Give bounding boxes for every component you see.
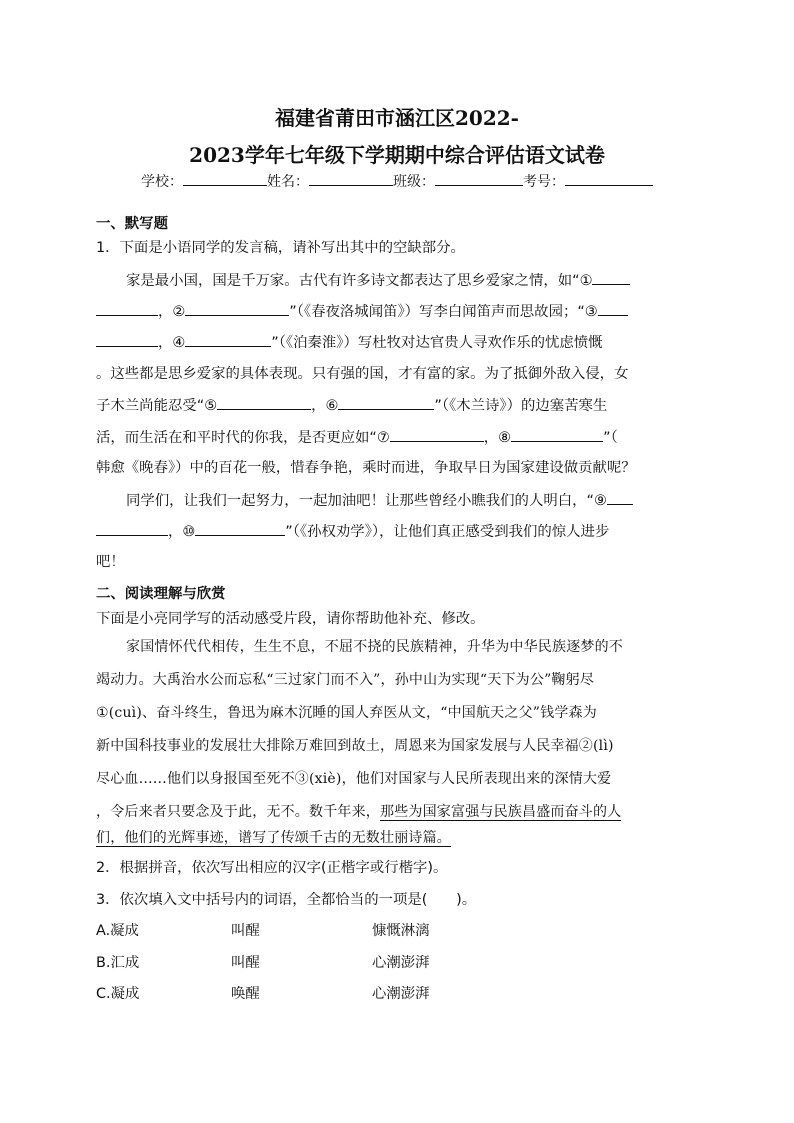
exam-number-field[interactable] bbox=[565, 171, 653, 186]
question-2-prompt: 2．根据拼音，依次写出相应的汉字(正楷字或行楷字)。 bbox=[96, 860, 448, 876]
school-field[interactable] bbox=[183, 171, 267, 186]
school-label: 学校： bbox=[141, 174, 183, 190]
passage-line-2: 竭动力。大禹治水公而忘私“三过家门而不入”，孙中山为实现“天下为公”鞠躬尽 bbox=[96, 672, 595, 688]
passage-line-4: 新中国科技事业的发展壮大排除万难回到故土，周恩来为国家发展与人民幸福②(lì) bbox=[96, 738, 614, 754]
section1-heading: 一、默写题 bbox=[96, 216, 168, 232]
student-info-line bbox=[0, 171, 794, 191]
passage-line-7 bbox=[96, 828, 700, 848]
underlined-sentence-cont: 们，他们的光辉事迹，谱写了传颂千古的无数壮丽诗篇。 bbox=[96, 830, 451, 846]
blank-6[interactable] bbox=[338, 395, 434, 410]
name-label: 姓名： bbox=[267, 174, 309, 190]
underlined-sentence: 那些为国家富强与民族昌盛而奋斗的人 bbox=[380, 804, 622, 820]
passage-line-5: 尽心血……他们以身报国至死不③(xiè)，他们对国家与人民所表现出来的深情大爱 bbox=[96, 771, 612, 787]
blank-1[interactable] bbox=[592, 270, 630, 285]
option-b-word3: 心潮澎湃 bbox=[372, 955, 430, 971]
blank-7[interactable] bbox=[390, 427, 484, 442]
speech-line-8: 同学们，让我们一起努力，一起加油吧！让那些曾经小瞧我们的人明白，“⑨ bbox=[126, 490, 700, 511]
section2-intro: 下面是小亮同学写的活动感受片段，请你帮助他补充、修改。 bbox=[96, 611, 485, 627]
section2-heading: 二、阅读理解与欣赏 bbox=[96, 586, 226, 602]
blank-2[interactable] bbox=[185, 301, 289, 316]
passage-line-6: ，令后来者只要念及于此，无不。数千年来，那些为国家富强与民族昌盛而奋斗的人 bbox=[96, 804, 622, 820]
option-a-word3: 慷慨淋漓 bbox=[372, 923, 430, 939]
speech-line-5: 子木兰尚能忍受“⑤ ，⑥ ”（《木兰诗》）的边塞苦寒生 bbox=[96, 395, 700, 416]
exam-number-label: 考号： bbox=[523, 174, 565, 190]
speech-line-1: 家是最小国，国是千万家。古代有许多诗文都表达了思乡爱家之情，如“① bbox=[126, 270, 700, 291]
speech-line-10: 吧！ bbox=[96, 554, 125, 570]
option-a-word2: 叫醒 bbox=[231, 923, 260, 939]
blank-8[interactable] bbox=[511, 427, 603, 442]
option-b-word1[interactable]: B.汇成 bbox=[96, 955, 140, 971]
question-1-prompt: 1．下面是小语同学的发言稿，请补写出其中的空缺部分。 bbox=[96, 240, 465, 256]
option-c-word2: 唤醒 bbox=[231, 986, 260, 1002]
class-field[interactable] bbox=[435, 171, 523, 186]
option-b-word2: 叫醒 bbox=[231, 955, 260, 971]
option-c-word1[interactable]: C.凝成 bbox=[96, 986, 140, 1002]
speech-line-6: 活，而生活在和平时代的你我，是否更应如“⑦ ，⑧ ”（ bbox=[96, 427, 700, 448]
blank-4[interactable] bbox=[185, 332, 271, 347]
passage-line-3: ①(cuì)、奋斗终生，鲁迅为麻木沉睡的国人弃医从文，“中国航天之父”钱学森为 bbox=[96, 705, 597, 721]
blank-5[interactable] bbox=[217, 395, 311, 410]
question-3-prompt: 3．依次填入文中括号内的词语，全都恰当的一项是( )。 bbox=[96, 892, 477, 908]
speech-line-3: ，④ ”（《泊秦淮》）写杜牧对达官贵人寻欢作乐的忧虑愤慨 bbox=[96, 332, 700, 353]
name-field[interactable] bbox=[309, 171, 393, 186]
exam-title-line1: 福建省莆田市涵江区2022- bbox=[275, 106, 519, 130]
exam-title-line2: 2023学年七年级下学期期中综合评估语文试卷 bbox=[189, 143, 605, 167]
speech-line-7: 韩愈《晚春》）中的百花一般，惜春争艳，乘时而进，争取早日为国家建设做贡献呢？ bbox=[96, 460, 636, 476]
speech-line-9: ，⑩ ”（《孙权劝学》），让他们真正感受到我们的惊人进步 bbox=[96, 521, 700, 542]
option-c-word3: 心潮澎湃 bbox=[372, 986, 430, 1002]
class-label: 班级： bbox=[393, 174, 435, 190]
speech-line-4: 。这些都是思乡爱家的具体表现。只有强的国，才有富的家。为了抵御外敌入侵，女 bbox=[96, 366, 629, 382]
blank-10[interactable] bbox=[195, 521, 285, 536]
blank-3-cont[interactable] bbox=[96, 332, 158, 347]
blank-3[interactable] bbox=[598, 301, 628, 316]
option-a-word1[interactable]: A.凝成 bbox=[96, 923, 139, 939]
blank-1-cont[interactable] bbox=[96, 301, 158, 316]
blank-9-cont[interactable] bbox=[96, 521, 168, 536]
speech-line-2: ，② ”（《春夜洛城闻笛》）写李白闻笛声而思故园；“③ bbox=[96, 301, 700, 322]
passage-line-1: 家国情怀代代相传，生生不息，不屈不挠的民族精神，升华为中华民族逐梦的不 bbox=[126, 639, 623, 655]
blank-9[interactable] bbox=[607, 490, 633, 505]
